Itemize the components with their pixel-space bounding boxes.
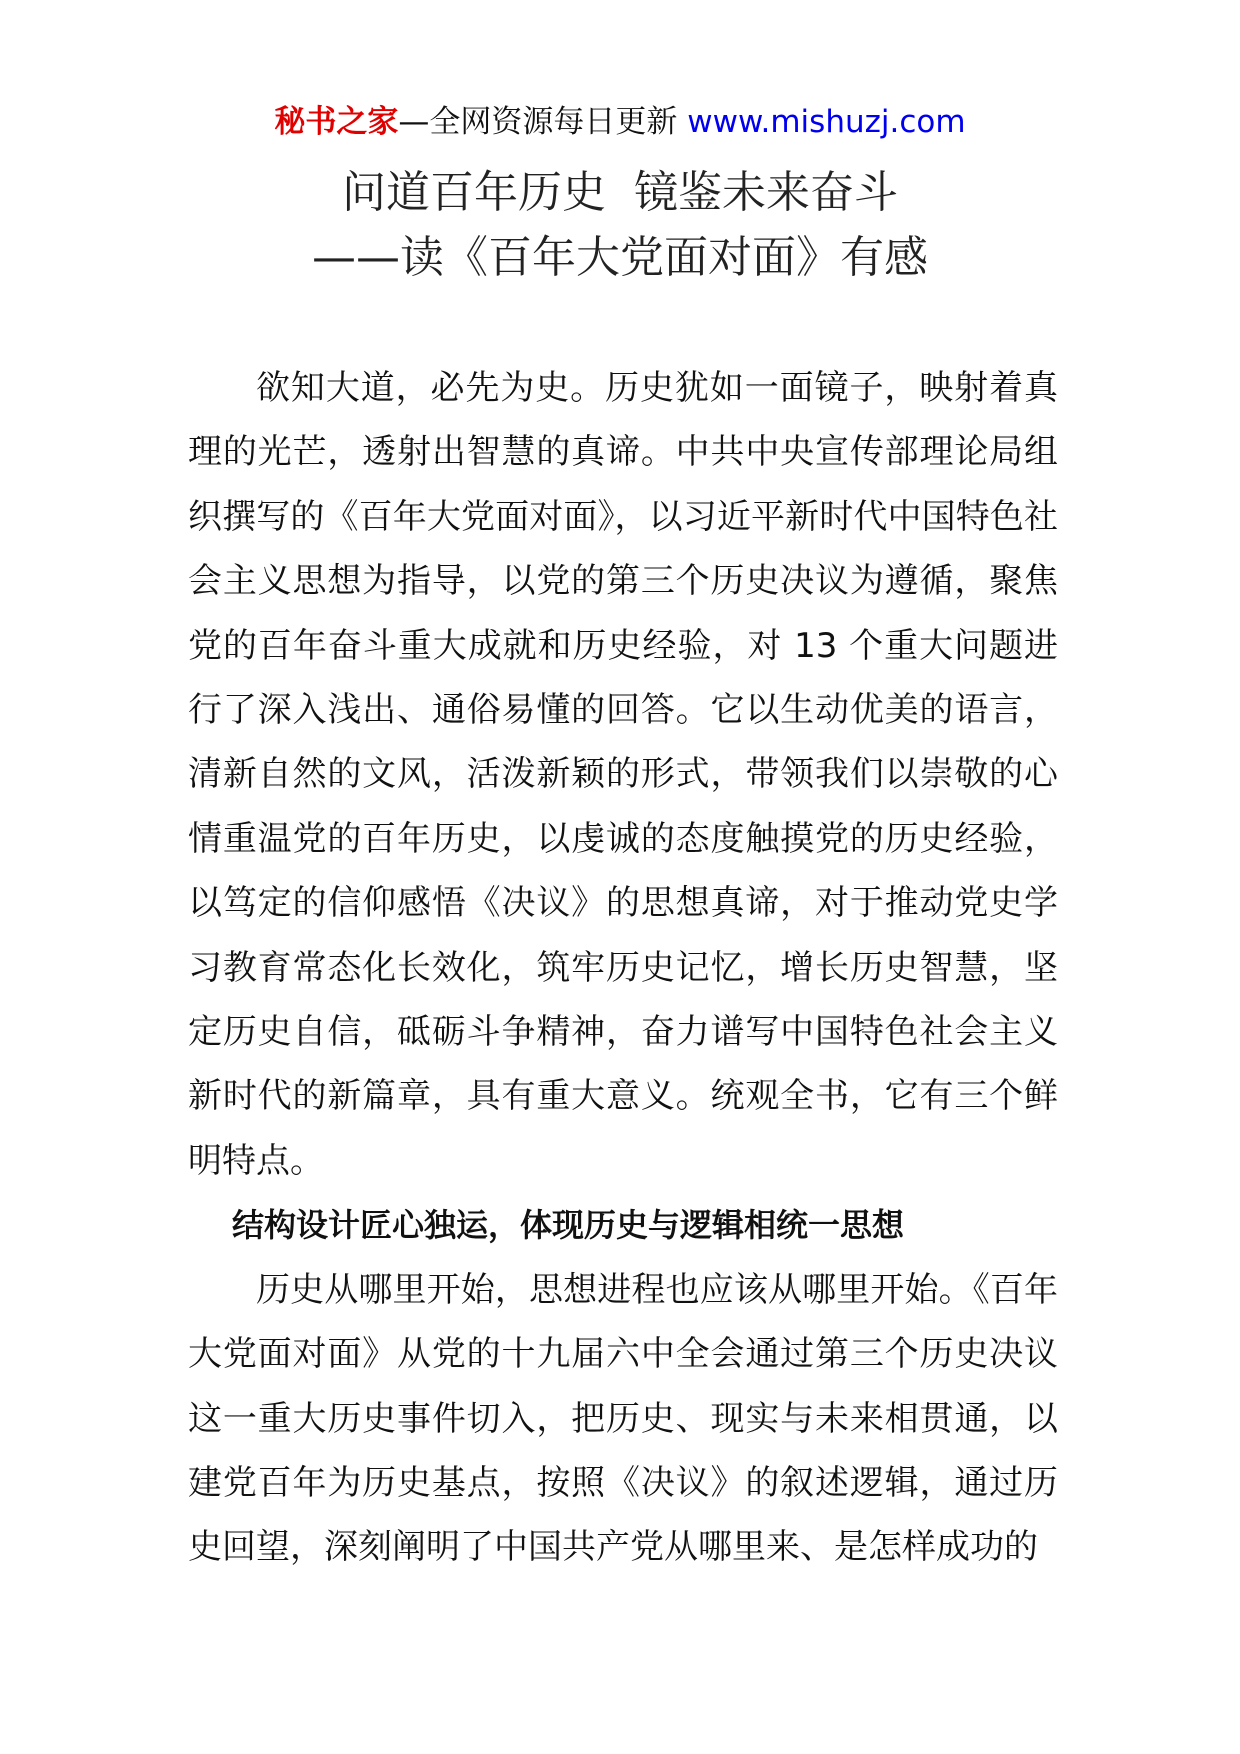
body-paragraph-2: 历史从哪里开始，思想进程也应该从哪里开始。《百年大党面对面》从党的十九届六中全会通过第三个历史决议这一重大历史事件切入，把历史、现实与未来相贯通，以建党百年为历史基点，按照《决议》的叙述逻辑，通过历史回望，深刻阐明了中国共产党从哪里来、是怎样成功的 [188,1269,1058,1568]
section-heading: 结构设计匠心独运，体现历史与逻辑相统一思想 [232,1206,905,1245]
site-url-link[interactable]: www.mishuzj.com [687,104,966,140]
document-body [188,356,1058,1580]
site-header [0,100,1240,144]
site-tagline: —全网资源每日更新 [398,104,678,140]
document-title: 问道百年历史 镜鉴未来奋斗 [342,167,898,218]
document-subtitle: ——读《百年大党面对面》有感 [312,232,928,283]
site-brand: 秘书之家 [274,104,399,140]
body-paragraph-1: 欲知大道，必先为史。历史犹如一面镜子，映射着真理的光芒，透射出智慧的真谛。中共中央宣传部理论局组织撰写的《百年大党面对面》，以习近平新时代中国特色社会主义思想为指导，以党的第三个历史决议为遵循，聚焦党的百年奋斗重大成就和历史经验，对 13 个重大问题进行了深入浅出、通俗易懂的回答。它以生动优美的语言，清新自然的文风，活泼新颖的形式，带领我们以崇敬的心情重温党的百年历史，以虔诚的态度触摸党的历史经验，以笃定的信仰感悟《决议》的思想真谛，对于推动党史学习教育常态化长效化，筑牢历史记忆，增长历史智慧，坚定历史自信，砥砺斗争精神，奋力谱写中国特色社会主义新时代的新篇章，具有重大意义。统观全书，它有三个鲜明特点。 [188,368,1058,1181]
